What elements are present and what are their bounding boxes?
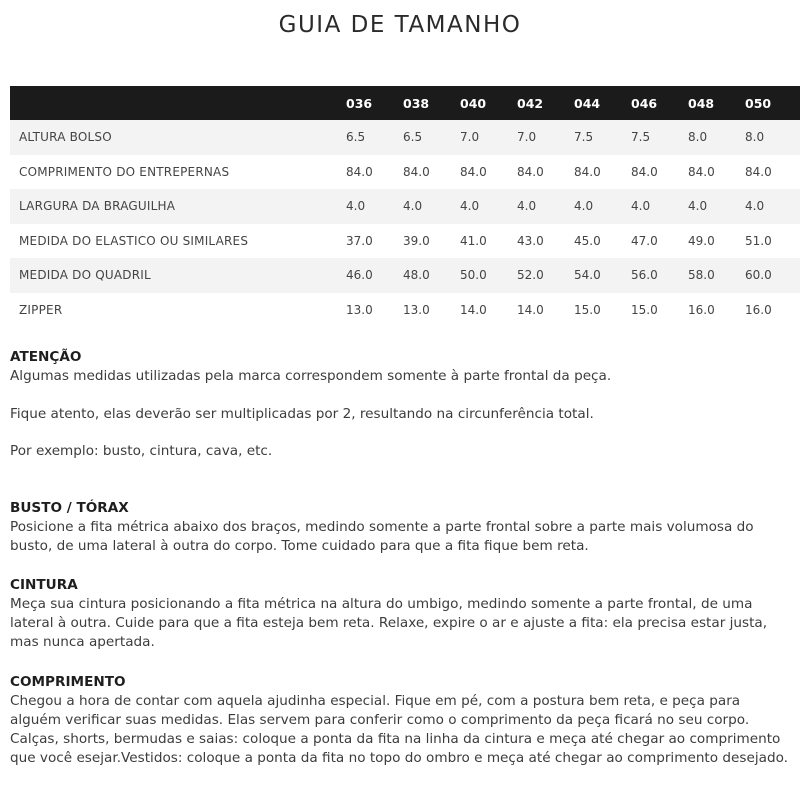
row-label: LARGURA DA BRAGUILHA [10,189,346,224]
busto-section [10,499,795,556]
table-row [10,120,800,155]
table-cell: 84.0 [346,155,403,190]
row-label: ALTURA BOLSO [10,120,346,155]
header-label-cell [10,86,346,120]
size-table [10,86,800,327]
table-cell: 4.0 [631,189,688,224]
table-cell: 7.5 [631,120,688,155]
table-cell: 16.0 [745,293,800,328]
table-cell: 60.0 [745,258,800,293]
table-cell: 4.0 [403,189,460,224]
table-cell: 51.0 [745,224,800,259]
table-cell: 13.0 [346,293,403,328]
table-row [10,155,800,190]
table-cell: 39.0 [403,224,460,259]
cintura-heading: CINTURA [10,577,78,593]
comprimento-section [10,673,795,768]
size-header: 046 [631,86,688,120]
table-cell: 84.0 [403,155,460,190]
table-cell: 16.0 [688,293,745,328]
attention-heading: ATENÇÃO [10,349,82,365]
table-cell: 54.0 [574,258,631,293]
table-cell: 37.0 [346,224,403,259]
row-label: MEDIDA DO ELASTICO OU SIMILARES [10,224,346,259]
table-cell: 8.0 [688,120,745,155]
size-header: 042 [517,86,574,120]
row-label: MEDIDA DO QUADRIL [10,258,346,293]
comprimento-heading: COMPRIMENTO [10,674,126,690]
table-cell: 14.0 [517,293,574,328]
size-header: 040 [460,86,517,120]
table-cell: 56.0 [631,258,688,293]
attention-example: Por exemplo: busto, cintura, cava, etc. [10,443,273,459]
table-cell: 84.0 [460,155,517,190]
page-title: GUIA DE TAMANHO [278,12,522,38]
size-header: 044 [574,86,631,120]
cintura-text: Meça sua cintura posicionando a fita métrica na altura do umbigo, medindo somente a parte frontal, de uma lateral à outra. Cuide para que a fita esteja bem reta. Relaxe, expire o ar e ajuste a fita: ela precisa estar justa, mas nunca apertada. [10,596,768,650]
table-cell: 15.0 [574,293,631,328]
table-row [10,189,800,224]
table-cell: 14.0 [460,293,517,328]
comprimento-text: Chegou a hora de contar com aquela ajudinha especial. Fique em pé, com a postura bem reta, e peça para alguém verificar suas medidas. Elas servem para conferir como o comprimento da peça ficará no seu corpo. Calças, shorts, bermudas e saias: coloque a ponta da fita na linha da cintura e meça até chegar ao comprimento que você esejar.Vestidos: coloque a ponta da fita no topo do ombro e meça até chegar ao comprimento desejado. [10,693,788,766]
table-row [10,293,800,328]
table-row [10,224,800,259]
row-label: COMPRIMENTO DO ENTREPERNAS [10,155,346,190]
table-row [10,258,800,293]
table-cell: 4.0 [517,189,574,224]
size-header: 050 [745,86,800,120]
table-cell: 8.0 [745,120,800,155]
table-cell: 6.5 [403,120,460,155]
table-cell: 4.0 [574,189,631,224]
attention-section [10,348,795,386]
table-cell: 47.0 [631,224,688,259]
table-cell: 41.0 [460,224,517,259]
table-cell: 7.5 [574,120,631,155]
table-cell: 84.0 [688,155,745,190]
table-cell: 4.0 [460,189,517,224]
row-label: ZIPPER [10,293,346,328]
attention-text: Algumas medidas utilizadas pela marca correspondem somente à parte frontal da peça. [10,368,612,384]
table-cell: 49.0 [688,224,745,259]
table-cell: 43.0 [517,224,574,259]
table-cell: 84.0 [517,155,574,190]
attention-note: Fique atento, elas deverão ser multiplicadas por 2, resultando na circunferência total. [10,406,594,422]
table-cell: 4.0 [745,189,800,224]
table-cell: 50.0 [460,258,517,293]
busto-text: Posicione a fita métrica abaixo dos braços, medindo somente a parte frontal sobre a parte mais volumosa do busto, de uma lateral à outra do corpo. Tome cuidado para que a fita fique bem reta. [10,519,754,554]
size-header: 036 [346,86,403,120]
table-cell: 4.0 [346,189,403,224]
table-cell: 7.0 [460,120,517,155]
table-cell: 84.0 [631,155,688,190]
table-cell: 7.0 [517,120,574,155]
table-cell: 15.0 [631,293,688,328]
cintura-section [10,576,795,652]
table-header-row [10,86,800,120]
table-cell: 84.0 [574,155,631,190]
table-cell: 13.0 [403,293,460,328]
table-cell: 52.0 [517,258,574,293]
size-header: 038 [403,86,460,120]
table-cell: 84.0 [745,155,800,190]
table-cell: 45.0 [574,224,631,259]
table-cell: 58.0 [688,258,745,293]
table-cell: 4.0 [688,189,745,224]
table-cell: 48.0 [403,258,460,293]
size-header: 048 [688,86,745,120]
table-cell: 46.0 [346,258,403,293]
busto-heading: BUSTO / TÓRAX [10,500,129,516]
table-cell: 6.5 [346,120,403,155]
